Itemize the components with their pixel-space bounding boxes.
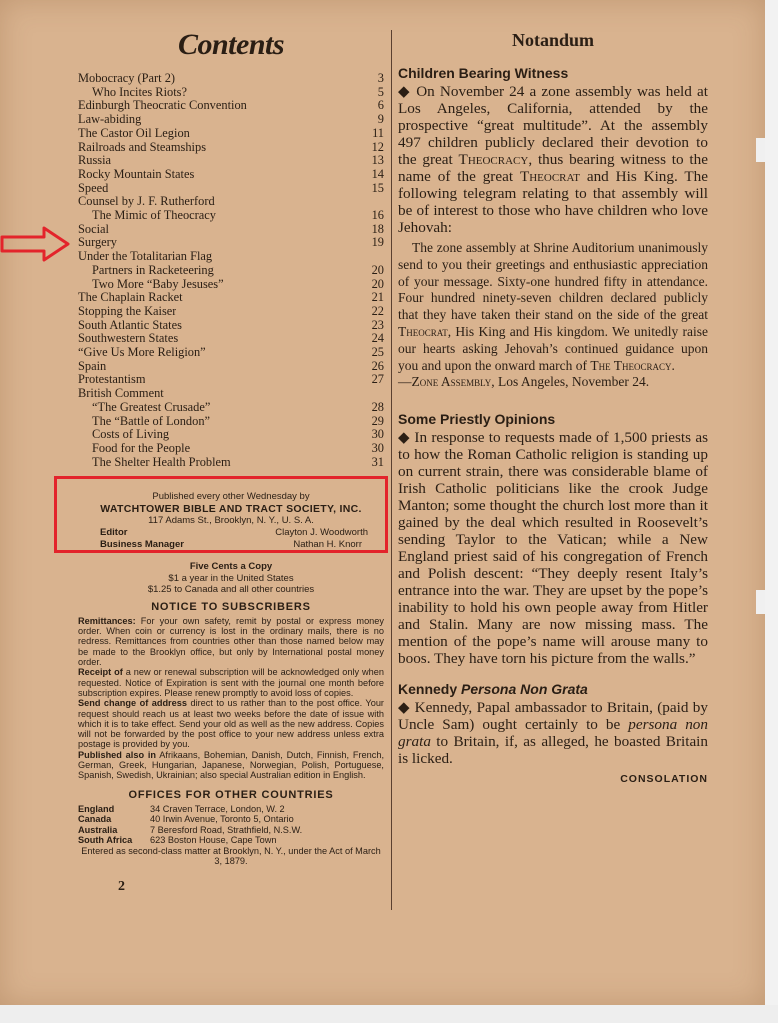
text-run: persona non grata [398,716,708,751]
page-number: 2 [118,878,125,894]
toc-entry [78,113,384,127]
text-run: , thus bearing witness to the name of the great [398,151,708,185]
entered-notice: Entered as second-class matter at Brooklyn, N. Y., under the Act of March 3, 1879. [81,845,381,867]
notice-languages [78,750,384,781]
toc-title: Stopping the Kaiser [78,304,177,318]
toc-entry [78,442,384,456]
toc-page: 13 [371,153,384,168]
toc-page: 29 [371,413,384,428]
toc-page: 18 [371,221,384,236]
binding-tab [756,138,765,162]
toc-title: Spain [78,359,107,373]
annotation-highlight-box [54,476,388,553]
notice-text: a new or renewal subscription will be acknowledged only when requested. Notice of Expiration is sent with the journal one month before subscription expires. Please renew promptly to avoid loss of copies. [78,667,384,698]
text-run: The Theocracy [590,357,672,373]
toc-entry [78,360,384,374]
toc-title: Food for the People [92,441,191,455]
pricing-canada: $1.25 to Canada and all other countries [147,584,315,596]
office-address: 34 Craven Terrace, London, W. 2 [150,803,285,814]
text-run: The zone assembly at Shrine Auditorium unanimously send to you their greetings and enthusiastic appreciation of your message. Sixty-one hundred fifty in attendance. Four hundred ninety-seven children declared publicly that they have taken their stand on the side of the great [398,240,708,323]
toc-entry [78,415,384,429]
scan-edge [0,1005,778,1023]
toc-title: The Shelter Health Problem [92,455,231,469]
pricing [78,561,384,596]
toc-title: Social [78,222,109,236]
left-column [78,28,384,895]
text-run: , Los Angeles, November 24. [491,374,650,390]
text-run: Zone Assembly [411,374,492,390]
toc-entry [78,373,384,387]
notice-label: Published also in [78,749,157,760]
toc-entry [78,141,384,155]
notandum-heading: Notandum [511,30,595,50]
publisher-name: WATCHTOWER BIBLE AND TRACT SOCIETY, INC. [100,503,362,516]
toc-page [364,250,384,264]
toc-title: Under the Totalitarian Flag [78,250,213,264]
text-run: to Britain, if, as alleged, he boasted Britain is licked. [398,733,708,768]
text-run: , His King and His kingdom. We unitedly raise our hearts asking Jehovah’s continued guidance upon you and upon the onward march of [398,323,708,373]
annotation-arrow-icon [0,226,70,262]
toc-page: 26 [371,358,384,373]
toc-title: Edinburgh Theocratic Convention [78,99,247,113]
toc-page: 5 [377,84,384,99]
article-paragraph [398,699,708,767]
toc-page: 27 [371,372,384,387]
office-country: South Africa [78,835,133,846]
toc-page: 14 [371,166,384,181]
toc-page: 23 [371,317,384,332]
toc-entry [78,346,384,360]
notice-text: direct to us rather than to the post office. Your request should reach us at least two weeks before the date of issue with which it is to take effect. Send your old as well as the new address. Copies will not be forwarded by the post office to your new address unless extra postage is provided by you. [78,698,384,750]
toc-title: Speed [78,181,109,195]
text-run: ◆ Kennedy, Papal ambassador to Britain, (paid by Uncle Sam) ought certainly to be [398,699,708,734]
toc-page: 12 [371,139,384,154]
text-run: Theocrat [519,168,580,185]
text-run: ◆ On November 24 a zone assembly was held at Los Angeles, California, attended by the prospective “great multitude”. At the assembly 497 children publicly declared their devotion to the great [398,83,708,168]
toc-title: Railroads and Steamships [78,140,207,154]
toc-page: 21 [371,290,384,305]
toc-title: British Comment [78,387,164,401]
offices-list [78,804,384,846]
toc-title: South Atlantic States [78,318,182,332]
toc-entry [78,72,384,86]
toc-title: The Mimic of Theocracy [92,209,216,223]
toc-entry [78,154,384,168]
toc-page: 28 [371,399,384,414]
pricing-us: $1 a year in the United States [168,572,294,584]
editor-label: Editor [100,527,128,539]
toc-page: 24 [371,331,384,346]
notice-label: Receipt of [78,667,123,678]
toc-entry [78,182,384,196]
notice-label: Send change of address [78,698,187,709]
text-run: . [671,357,675,373]
editor-name: Clayton J. Woodworth [275,527,368,539]
toc-entry [78,168,384,182]
toc-page: 16 [371,208,384,223]
text-run: and His King. The following telegram relating to that assembly will be of interest to those who have children who love Jehovah: [398,168,708,236]
offices-title: OFFICES FOR OTHER COUNTRIES [128,788,334,801]
section-title: Some Priestly Opinions [398,411,556,428]
toc-title: Protestantism [78,373,146,387]
toc-title: “The Greatest Crusade” [92,400,211,414]
toc-page: 20 [371,262,384,277]
scan-edge [765,0,778,1023]
manager-name: Nathan H. Knorr [293,539,362,551]
notice-address-change [78,698,384,749]
office-country: Canada [78,814,112,825]
toc-entry [78,305,384,319]
toc-page: 15 [371,180,384,195]
text-run: Persona Non Grata [461,681,588,698]
toc-entry [78,99,384,113]
toc-entry [78,250,384,264]
toc-title: Mobocracy (Part 2) [78,72,176,85]
toc-entry [78,264,384,278]
toc-title: The “Battle of London” [92,414,211,428]
toc-entry [78,195,384,209]
toc-page: 30 [371,440,384,455]
column-divider [391,30,392,910]
office-country: Australia [78,824,118,835]
toc-entry [78,401,384,415]
toc-page: 31 [371,454,384,469]
toc-page: 20 [371,276,384,291]
toc-entry [78,223,384,237]
toc-page: 11 [372,125,384,140]
toc-entry [78,456,384,470]
toc-page: 6 [377,98,384,113]
toc-title: Rocky Mountain States [78,167,195,181]
notice-label: Remittances: [78,615,136,626]
text-run: Kennedy [398,681,462,698]
article-paragraph: ◆ In response to requests made of 1,500 priests as to how the Roman Catholic religion is standing up on current strain, there was considerable blame of Irish Catholic politicians like the crook Judge Manton; some thought the church lost more than it gained by the deal which resulted in Roosevelt’s sending Taylor to the Vatican; while a New England priest said of his congregation of French and Polish descent: “They deeply resent Italy’s entrance into the war. They are upset by the pope’s inability to hold his own people away from Hitler and Stalin. Many are now missing mass. The mention of the pope’s name will arouse many to boos. They have torn his picture from the walls.” [398,429,708,668]
toc-page [364,387,384,401]
toc-entry [78,387,384,401]
toc-title: Counsel by J. F. Rutherford [78,195,215,209]
toc-entry [78,209,384,223]
toc-page: 25 [371,345,384,360]
toc-title: Two More “Baby Jesuses” [92,277,224,291]
article-paragraph [398,83,708,236]
toc-title: Who Incites Riots? [92,85,187,99]
binding-tab [756,590,765,614]
toc-page: 9 [377,112,384,127]
toc-title: Russia [78,154,112,168]
text-run: — [398,374,412,390]
notice-text: Afrikaans, Bohemian, Danish, Dutch, Finnish, French, German, Greek, Hungarian, Japanese, Norwegian, Polish, Portuguese, Spanish, Swedish, Ukrainian; also special Australian edition in English. [78,749,384,781]
toc-title: Southwestern States [78,332,179,346]
pricing-title: Five Cents a Copy [189,561,273,573]
manager-label: Business Manager [100,539,184,551]
toc-entry [78,319,384,333]
text-run: Theocracy [458,151,529,168]
toc-entry [78,127,384,141]
toc-title: The Castor Oil Legion [78,126,190,140]
notice-title: NOTICE TO SUBSCRIBERS [151,600,311,613]
toc-page: 19 [371,235,384,250]
toc-title: Partners in Racketeering [92,263,214,277]
toc-entry [78,236,384,250]
office-address: 40 Irwin Avenue, Toronto 5, Ontario [150,814,294,825]
notice-remittances [78,616,384,667]
section-title [398,681,708,697]
section-title: Children Bearing Witness [398,65,569,81]
publisher-address: 117 Adams St., Brooklyn, N. Y., U. S. A. [148,515,314,527]
notice-text: For your own safety, remit by postal or express money order. When coin or currency is lost in the ordinary mails, there is no redress. Remittances from countries other than those named below may be made to the Brooklyn office, but only by International postal money order. [78,615,384,668]
office-address: 7 Beresford Road, Strathfield, N.S.W. [150,824,303,835]
text-run: Theocrat [398,323,448,339]
toc-title: Law-abiding [78,113,142,127]
right-column [398,30,708,785]
toc-title: “Give Us More Religion” [78,346,206,360]
toc-title: Costs of Living [92,428,170,442]
toc-title: The Chaplain Racket [78,291,183,305]
office-address: 623 Boston House, Cape Town [150,835,277,846]
table-of-contents [78,72,384,469]
telegram-paragraph [398,240,708,391]
contents-title: Contents [177,28,285,61]
toc-page: 22 [371,303,384,318]
toc-entry [78,291,384,305]
footer-consolation: CONSOLATION [620,773,708,786]
toc-entry [78,332,384,346]
toc-entry [78,428,384,442]
office-country: England [78,803,115,814]
toc-entry [78,278,384,292]
toc-entry [78,86,384,100]
notice-receipt [78,667,384,698]
toc-page: 30 [371,427,384,442]
toc-title: Surgery [78,236,118,250]
toc-page [364,195,384,209]
toc-page: 3 [377,71,384,85]
publisher-line: Published every other Wednesday by [152,491,310,503]
